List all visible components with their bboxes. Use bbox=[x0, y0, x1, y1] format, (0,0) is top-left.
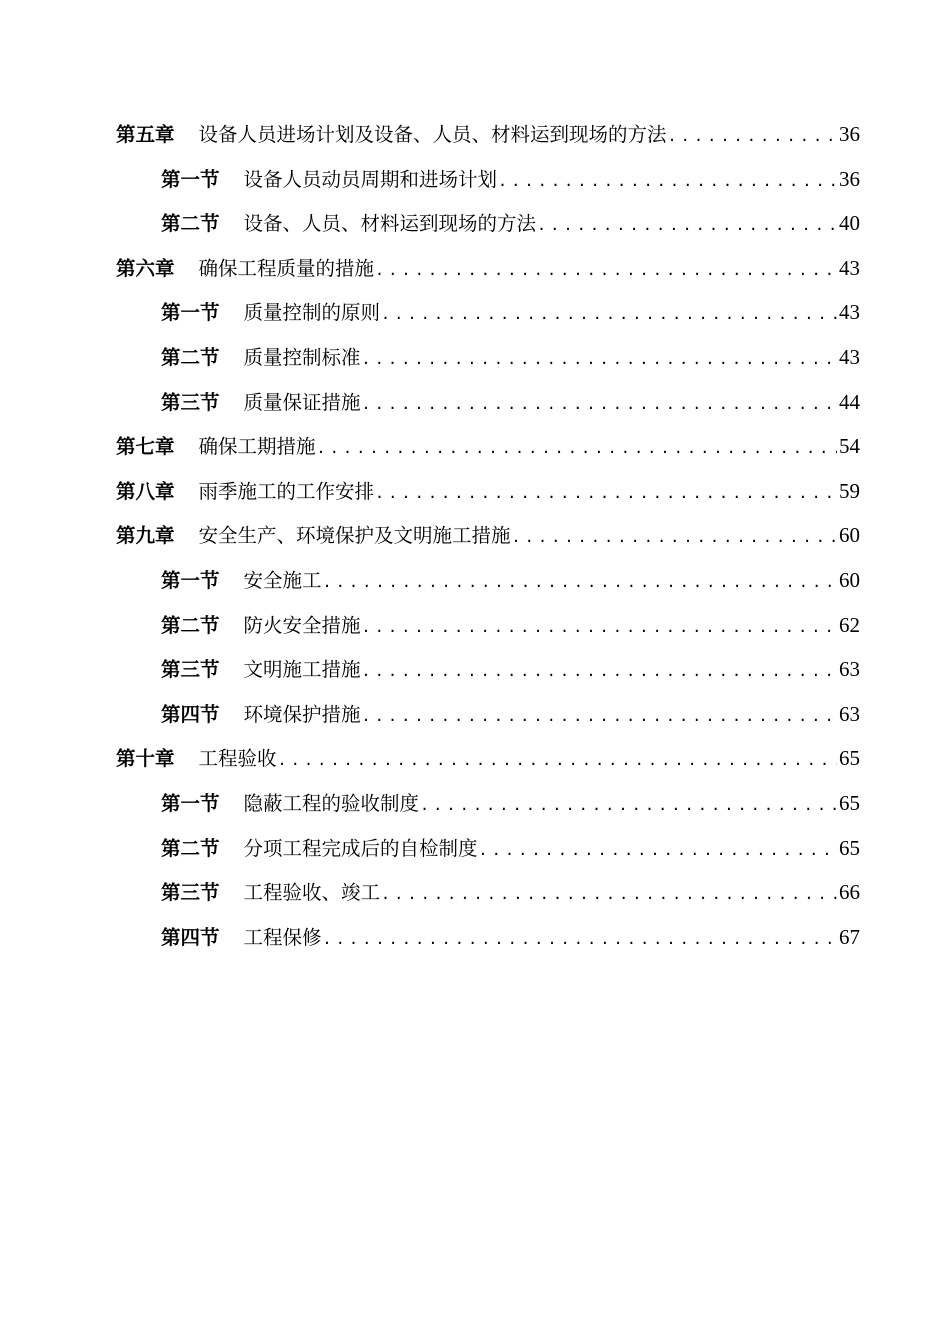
dot-leader bbox=[498, 159, 837, 204]
page-number: 44 bbox=[839, 389, 860, 414]
section-title: 文明施工措施 bbox=[243, 658, 361, 682]
dot-leader bbox=[362, 337, 837, 382]
section-title: 环境保护措施 bbox=[243, 702, 361, 726]
toc-section-row[interactable] bbox=[116, 201, 860, 246]
page-number: 65 bbox=[839, 835, 860, 860]
dot-leader bbox=[362, 694, 837, 739]
page-number: 63 bbox=[839, 701, 860, 726]
dot-leader bbox=[668, 114, 837, 159]
dot-leader bbox=[362, 649, 837, 694]
page-number: 62 bbox=[839, 612, 860, 637]
page-number: 43 bbox=[839, 255, 860, 280]
section-number: 第三节 bbox=[161, 390, 220, 414]
page-number: 63 bbox=[839, 657, 860, 682]
chapter-number: 第十章 bbox=[116, 747, 175, 771]
section-title: 质量保证措施 bbox=[243, 390, 361, 414]
section-title: 质量控制标准 bbox=[243, 345, 361, 369]
page-number: 65 bbox=[839, 746, 860, 771]
dot-leader bbox=[317, 426, 837, 471]
chapter-number: 第八章 bbox=[116, 479, 175, 503]
section-number: 第二节 bbox=[161, 212, 220, 236]
toc-chapter-row[interactable] bbox=[116, 246, 860, 291]
section-number: 第四节 bbox=[161, 925, 220, 949]
page-number: 66 bbox=[839, 880, 860, 905]
toc-section-row[interactable] bbox=[116, 603, 860, 648]
chapter-title: 安全生产、环境保护及文明施工措施 bbox=[198, 524, 511, 548]
page-number: 65 bbox=[839, 790, 860, 815]
page-number: 43 bbox=[839, 344, 860, 369]
section-number: 第二节 bbox=[161, 836, 220, 860]
toc-chapter-row[interactable] bbox=[116, 469, 860, 514]
dot-leader bbox=[278, 738, 837, 783]
section-number: 第一节 bbox=[161, 568, 220, 592]
chapter-title: 雨季施工的工作安排 bbox=[198, 479, 375, 503]
table-of-contents bbox=[116, 112, 860, 959]
toc-chapter-row[interactable] bbox=[116, 112, 860, 157]
section-title: 工程验收、竣工 bbox=[243, 881, 381, 905]
dot-leader bbox=[362, 382, 837, 427]
toc-section-row[interactable] bbox=[116, 290, 860, 335]
dot-leader bbox=[323, 917, 837, 962]
toc-section-row[interactable] bbox=[116, 380, 860, 425]
toc-section-row[interactable] bbox=[116, 647, 860, 692]
chapter-number: 第七章 bbox=[116, 435, 175, 459]
section-title: 工程保修 bbox=[243, 925, 322, 949]
chapter-title: 确保工程质量的措施 bbox=[198, 256, 375, 280]
dot-leader bbox=[375, 248, 837, 293]
section-title: 分项工程完成后的自检制度 bbox=[243, 836, 478, 860]
page-number: 60 bbox=[839, 523, 860, 548]
chapter-title: 设备人员进场计划及设备、人员、材料运到现场的方法 bbox=[198, 123, 667, 146]
toc-section-row[interactable] bbox=[116, 781, 860, 826]
dot-leader bbox=[381, 872, 837, 917]
chapter-title: 工程验收 bbox=[198, 747, 277, 771]
section-title: 设备人员动员周期和进场计划 bbox=[243, 167, 498, 191]
page-number: 36 bbox=[839, 122, 860, 146]
toc-section-row[interactable] bbox=[116, 915, 860, 960]
chapter-number: 第九章 bbox=[116, 524, 175, 548]
dot-leader bbox=[362, 605, 837, 650]
page-number: 36 bbox=[839, 166, 860, 191]
section-number: 第三节 bbox=[161, 881, 220, 905]
section-title: 隐蔽工程的验收制度 bbox=[243, 791, 420, 815]
section-title: 防火安全措施 bbox=[243, 613, 361, 637]
toc-chapter-row[interactable] bbox=[116, 736, 860, 781]
toc-chapter-row[interactable] bbox=[116, 513, 860, 558]
page-number: 43 bbox=[839, 300, 860, 325]
section-number: 第一节 bbox=[161, 301, 220, 325]
page-number: 40 bbox=[839, 211, 860, 236]
section-number: 第二节 bbox=[161, 613, 220, 637]
section-number: 第一节 bbox=[161, 791, 220, 815]
page-number: 59 bbox=[839, 478, 860, 503]
dot-leader bbox=[381, 292, 837, 337]
dot-leader bbox=[512, 515, 837, 560]
toc-section-row[interactable] bbox=[116, 558, 860, 603]
section-title: 质量控制的原则 bbox=[243, 301, 381, 325]
page-number: 54 bbox=[839, 434, 860, 459]
dot-leader bbox=[375, 471, 837, 516]
toc-chapter-row[interactable] bbox=[116, 424, 860, 469]
page-number: 67 bbox=[839, 924, 860, 949]
page-number: 60 bbox=[839, 567, 860, 592]
section-number: 第二节 bbox=[161, 345, 220, 369]
toc-section-row[interactable] bbox=[116, 870, 860, 915]
toc-section-row[interactable] bbox=[116, 826, 860, 871]
dot-leader bbox=[537, 203, 837, 248]
section-title: 安全施工 bbox=[243, 568, 322, 592]
chapter-number: 第五章 bbox=[116, 123, 175, 146]
section-number: 第四节 bbox=[161, 702, 220, 726]
section-title: 设备、人员、材料运到现场的方法 bbox=[243, 212, 537, 236]
dot-leader bbox=[323, 560, 837, 605]
toc-section-row[interactable] bbox=[116, 157, 860, 202]
section-number: 第三节 bbox=[161, 658, 220, 682]
dot-leader bbox=[479, 828, 837, 873]
toc-section-row[interactable] bbox=[116, 335, 860, 380]
chapter-number: 第六章 bbox=[116, 256, 175, 280]
dot-leader bbox=[420, 783, 837, 828]
section-number: 第一节 bbox=[161, 167, 220, 191]
chapter-title: 确保工期措施 bbox=[198, 435, 316, 459]
toc-section-row[interactable] bbox=[116, 692, 860, 737]
